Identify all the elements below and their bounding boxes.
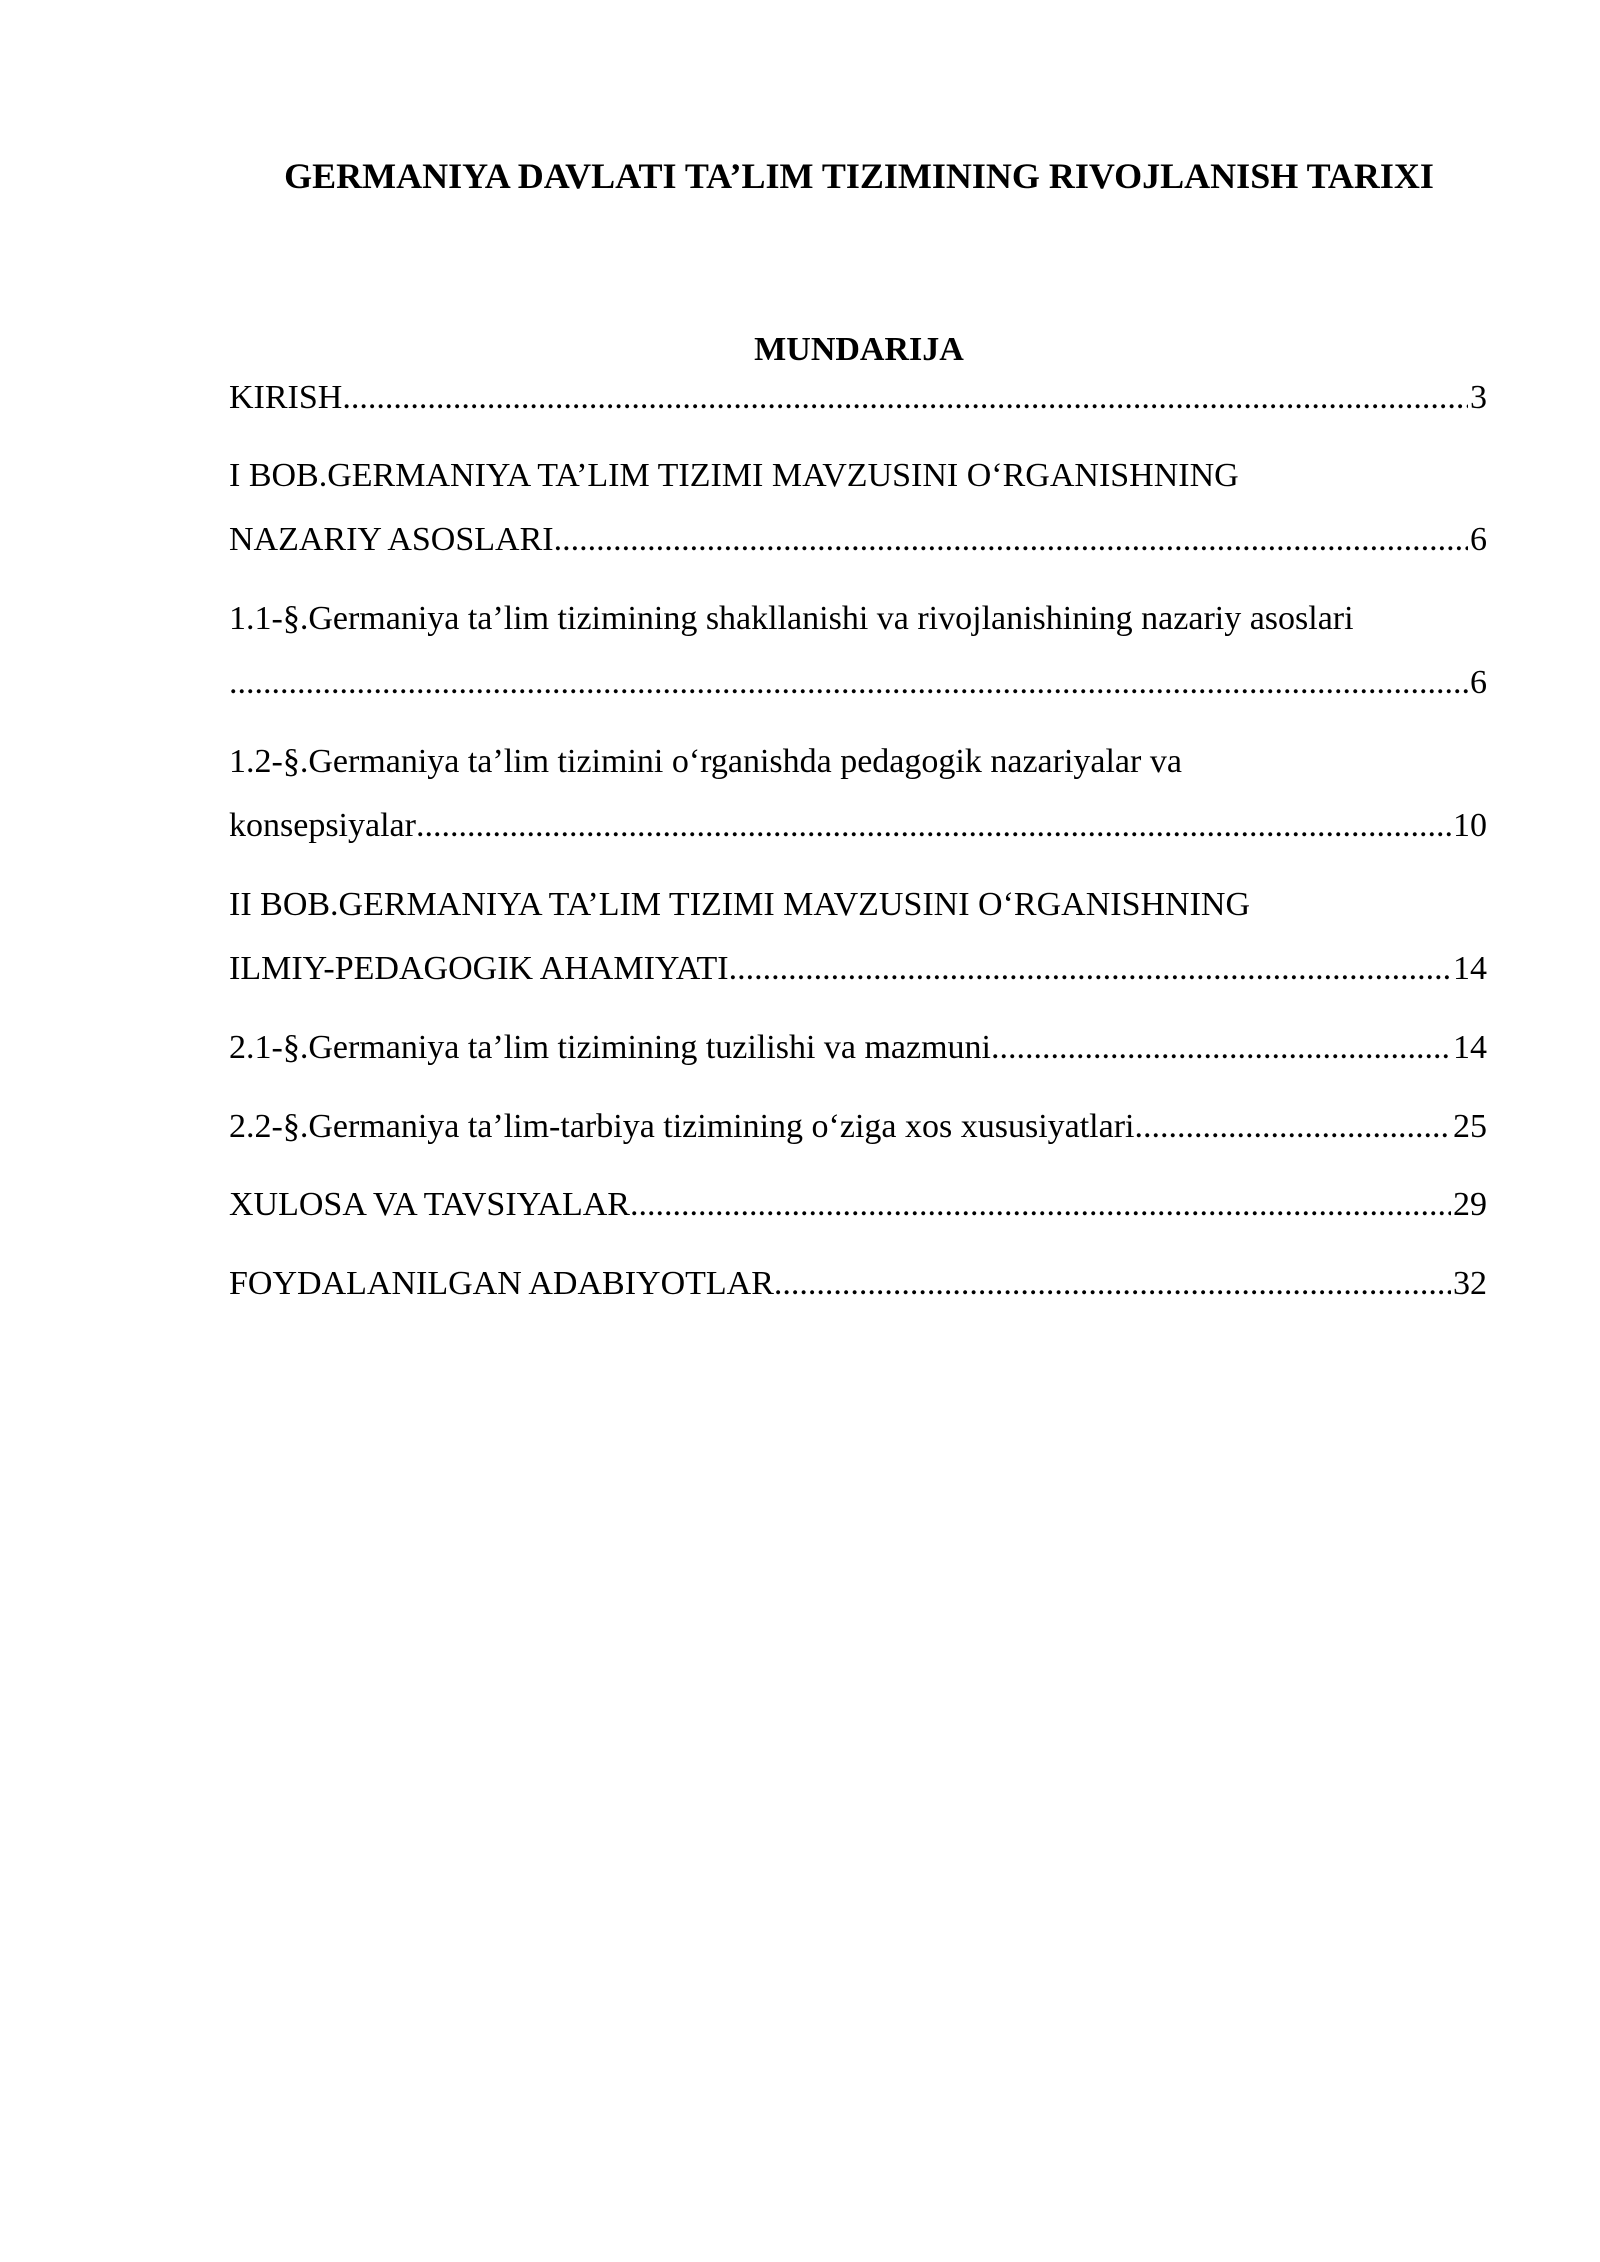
toc-page-number: 6 <box>1470 664 1487 701</box>
toc-dot-leader <box>774 1262 1451 1306</box>
toc-dot-leader <box>342 376 1468 420</box>
toc-entry-references[interactable] <box>229 1262 1487 1306</box>
toc-entry-label: konsepsiyalar <box>229 807 416 844</box>
toc-entry-section-2-1[interactable] <box>229 1026 1487 1070</box>
toc-page-number: 25 <box>1453 1108 1487 1145</box>
toc-entry-label: 2.1-§.Germaniya ta’lim tizimining tuzilishi va mazmuni <box>229 1029 991 1066</box>
toc-entry-section-1-1[interactable] <box>229 661 1487 705</box>
toc-page-number: 29 <box>1453 1186 1487 1223</box>
toc-entry-kirish[interactable] <box>229 376 1487 420</box>
toc-page-number: 10 <box>1453 807 1487 844</box>
toc-dot-leader <box>630 1183 1451 1227</box>
toc-dot-leader <box>229 661 1468 705</box>
toc-page-number: 32 <box>1453 1265 1487 1302</box>
toc-entry-section-1-1-line1[interactable]: 1.1-§.Germaniya ta’lim tizimining shakllanishi va rivojlanishining nazariy asoslari <box>229 600 1354 637</box>
toc-page-number: 14 <box>1453 950 1487 987</box>
toc-entry-chapter-1-line1[interactable]: I BOB.GERMANIYA TA’LIM TIZIMI MAVZUSINI O‘RGANISHNING <box>229 457 1239 494</box>
toc-dot-leader <box>554 518 1468 562</box>
toc-entry-chapter-2-line1[interactable]: II BOB.GERMANIYA TA’LIM TIZIMI MAVZUSINI O‘RGANISHNING <box>229 886 1251 923</box>
toc-dot-leader <box>1134 1105 1451 1149</box>
toc-entry-label: XULOSA VA TAVSIYALAR <box>229 1186 630 1223</box>
toc-entry-label: NAZARIY ASOSLARI <box>229 521 554 558</box>
toc-entry-label: FOYDALANILGAN ADABIYOTLAR <box>229 1265 774 1302</box>
toc-entry-section-1-2[interactable] <box>229 804 1487 848</box>
toc-dot-leader <box>729 947 1451 991</box>
toc-dot-leader <box>991 1026 1451 1070</box>
document-title: GERMANIYA DAVLATI TA’LIM TIZIMINING RIVOJLANISH TARIXI <box>284 156 1434 196</box>
toc-entry-section-2-2[interactable] <box>229 1105 1487 1149</box>
toc-entry-chapter-1[interactable] <box>229 518 1487 562</box>
toc-heading: MUNDARIJA <box>754 331 964 368</box>
toc-entry-label: 2.2-§.Germaniya ta’lim-tarbiya tizimining o‘ziga xos xususiyatlari <box>229 1108 1135 1145</box>
toc-page-number: 6 <box>1470 521 1487 558</box>
toc-page-number: 14 <box>1453 1029 1487 1066</box>
toc-entry-section-1-2-line1[interactable]: 1.2-§.Germaniya ta’lim tizimini o‘rganishda pedagogik nazariyalar va <box>229 743 1182 780</box>
toc-page-number: 3 <box>1470 379 1487 416</box>
toc-entry-conclusion[interactable] <box>229 1183 1487 1227</box>
toc-dot-leader <box>416 804 1451 848</box>
toc-entry-chapter-2[interactable] <box>229 947 1487 991</box>
toc-entry-label: ILMIY-PEDAGOGIK AHAMIYATI <box>229 950 729 987</box>
toc-entry-label: KIRISH <box>229 379 343 416</box>
